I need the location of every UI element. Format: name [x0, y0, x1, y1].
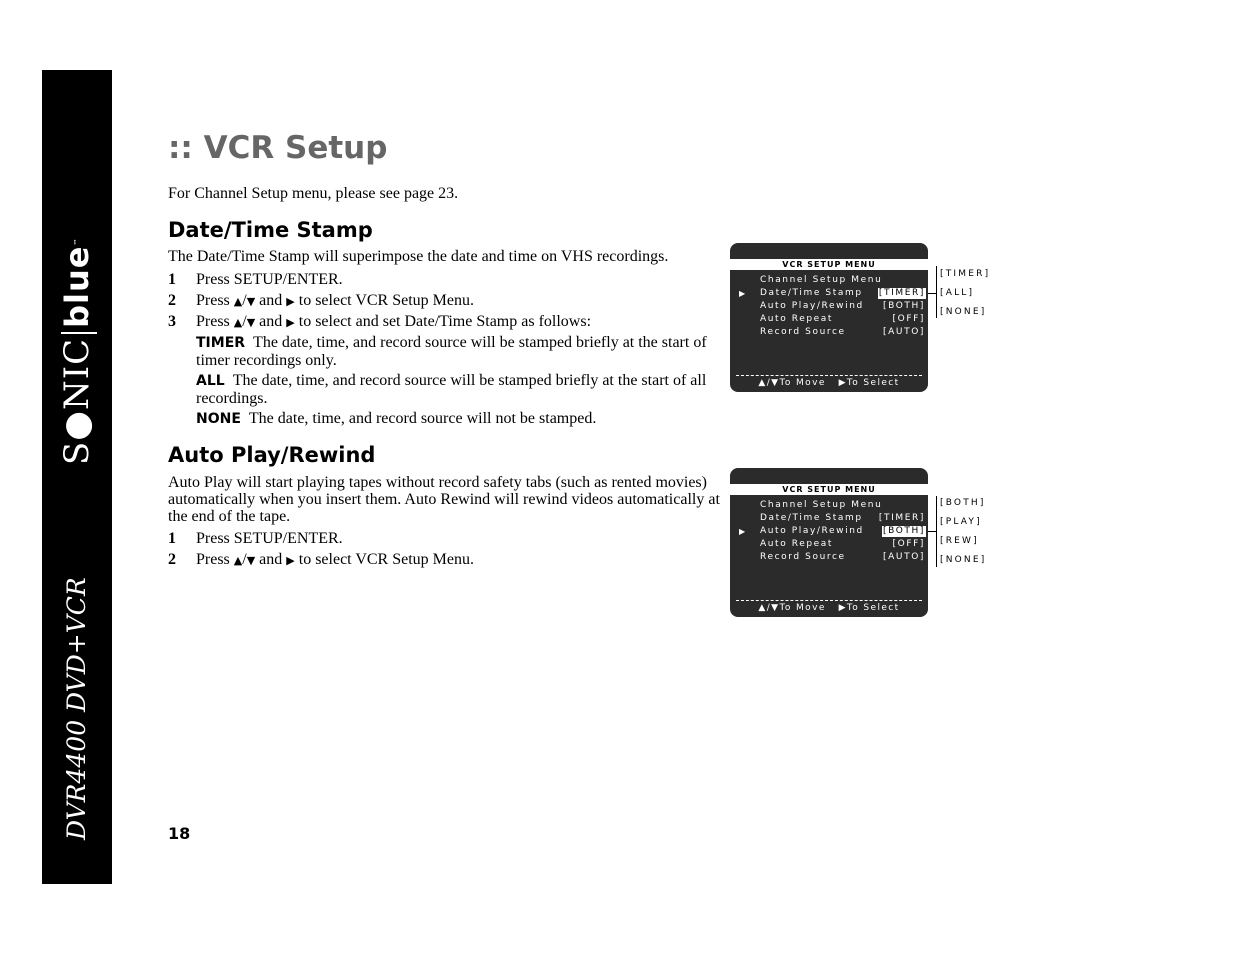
- heading-date-time-stamp: Date/Time Stamp: [168, 218, 373, 242]
- osd-vcr-setup-date-time: [730, 243, 928, 392]
- up-arrow-icon: ▲: [233, 295, 243, 308]
- option-timer: TIMER The date, time, and record source will be stamped briefly at the start of timer recordings only.: [196, 334, 707, 369]
- right-arrow-icon: ▶: [286, 316, 295, 329]
- up-arrow-icon: ▲: [233, 554, 243, 567]
- pointer-icon: ▶: [739, 289, 746, 298]
- auto-step-1: 1 Press SETUP/ENTER.: [168, 530, 343, 547]
- intro-text: For Channel Setup menu, please see page 23.: [168, 185, 459, 202]
- step-3: 3 Press ▲/▼ and ▶ to select and set Date/Time Stamp as follows:: [168, 313, 592, 330]
- down-arrow-icon: ▼: [246, 295, 256, 308]
- step-1: 1 Press SETUP/ENTER.: [168, 271, 343, 288]
- model-label: DVR4400 DVD+VCR: [62, 577, 91, 840]
- date-time-body: The Date/Time Stamp will superimpose the date and time on VHS recordings.: [168, 248, 669, 265]
- pointer-icon: ▶: [739, 527, 746, 536]
- choice-rew: [REW]: [940, 536, 979, 546]
- osd-footer: ▲/▼To Move ▶To Select: [758, 378, 900, 388]
- up-arrow-icon: ▲: [233, 316, 243, 329]
- page-title: :: VCR Setup: [168, 130, 388, 166]
- osd-row-channel-setup: Channel Setup Menu: [760, 275, 883, 285]
- osd-row-record-source: Record Source [AUTO]: [760, 327, 925, 337]
- heading-auto-play-rewind: Auto Play/Rewind: [168, 443, 376, 467]
- choice-play: [PLAY]: [940, 517, 982, 527]
- right-arrow-icon: ▶: [286, 554, 295, 567]
- down-arrow-icon: ▼: [246, 554, 256, 567]
- osd-vcr-setup-auto-play: [730, 468, 928, 617]
- page-number: 18: [168, 824, 191, 843]
- osd-row-auto-play: ▶ Auto Play/Rewind [BOTH]: [739, 526, 925, 536]
- osd-footer: ▲/▼To Move ▶To Select: [758, 603, 900, 613]
- osd-row-auto-repeat: Auto Repeat [OFF]: [760, 539, 925, 549]
- osd-row-date-time-stamp: ▶ Date/Time Stamp [TIMER]: [739, 288, 925, 298]
- choice-none: [NONE]: [940, 307, 987, 317]
- osd2-connector: [928, 531, 936, 532]
- sonicblue-logo: S●NICblue™: [57, 237, 97, 465]
- choice-all: [ALL]: [940, 288, 975, 298]
- down-arrow-icon: ▼: [246, 316, 256, 329]
- choice-both: [BOTH]: [940, 498, 986, 508]
- option-none: NONE The date, time, and record source will not be stamped.: [196, 410, 597, 427]
- step-2: 2 Press ▲/▼ and ▶ to select VCR Setup Menu.: [168, 292, 474, 309]
- choice-none: [NONE]: [940, 555, 987, 565]
- osd-row-date-time-stamp: Date/Time Stamp [TIMER]: [760, 513, 925, 523]
- osd-row-channel-setup: Channel Setup Menu: [760, 500, 883, 510]
- osd-value-selected: [BOTH]: [883, 526, 925, 536]
- osd-row-auto-repeat: Auto Repeat [OFF]: [760, 314, 925, 324]
- osd1-connector: [928, 293, 936, 294]
- auto-step-2: 2 Press ▲/▼ and ▶ to select VCR Setup Menu.: [168, 551, 474, 568]
- osd-title: VCR SETUP MENU: [730, 259, 928, 270]
- right-arrow-icon: ▶: [286, 295, 295, 308]
- option-all: ALL The date, time, and record source will be stamped briefly at the start of all recordings.: [196, 372, 707, 407]
- osd-value-selected: [TIMER]: [878, 288, 925, 298]
- osd-row-record-source: Record Source [AUTO]: [760, 552, 925, 562]
- osd-title: VCR SETUP MENU: [730, 484, 928, 495]
- auto-play-body: Auto Play will start playing tapes without record safety tabs (such as rented movies) automatically when you insert them. Auto Rewind will rewind videos automatically at the end of the tape.: [168, 474, 720, 525]
- osd-row-auto-play: Auto Play/Rewind [BOTH]: [760, 301, 925, 311]
- choice-timer: [TIMER]: [940, 269, 991, 279]
